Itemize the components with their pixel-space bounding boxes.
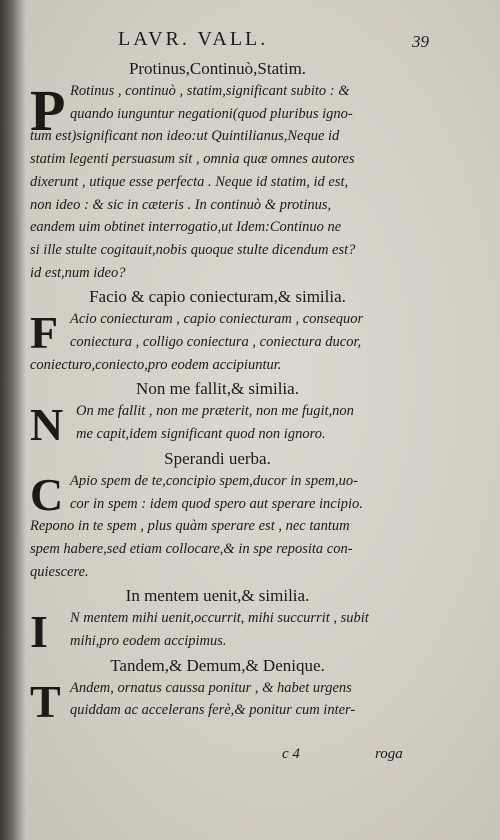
text-line: dixerunt , utique esse perfecta . Neque id statim, id est, [30, 173, 349, 190]
section-heading: Tandem,& Demum,& Denique. [110, 655, 325, 675]
text-line: N mentem mihi uenit,occurrit, mihi succurrit , subit [70, 610, 369, 627]
text-line: Apio spem de te,concipio spem,ducor in spem,uo- [70, 472, 358, 489]
section-paragraph [30, 606, 405, 658]
drop-cap: N [30, 399, 64, 451]
section-heading: Sperandi uerba. [164, 448, 271, 468]
drop-cap: C [30, 468, 64, 520]
text-block [30, 56, 405, 762]
page-number: 39 [412, 32, 429, 51]
section-paragraph [30, 470, 405, 584]
text-line: Repono in te spem , plus quàm sperare est , nec tantum [30, 518, 350, 535]
text-line: me capit,idem significant quod non ignoro. [76, 426, 326, 443]
text-line: eandem uim obtinet interrogatio,ut Idem:Continuo ne [30, 219, 342, 236]
text-line: tum est)significant non ideo:ut Quintilianus,Neque id [30, 128, 340, 145]
section-heading: Facio & capio coniecturam,& similia. [89, 287, 346, 307]
text-line: id est,num ideo? [30, 264, 126, 281]
text-line: cor in spem : idem quod spero aut sperare incipio. [70, 495, 363, 512]
text-line: quando iunguntur negationi(quod pluribus igno- [70, 105, 353, 122]
drop-cap: I [30, 606, 48, 658]
page-footer [30, 746, 405, 768]
section-paragraph [30, 308, 405, 376]
text-line: mihi,pro eodem accipimus. [70, 633, 227, 650]
catchword: roga [375, 746, 403, 762]
section-heading: Protinus,Continuò,Statim. [128, 59, 307, 78]
drop-cap: T [30, 675, 61, 727]
text-line: Rotinus , continuò , statim,significant subito : & [70, 83, 350, 99]
text-line: statim legenti persuasum sit , omnia quæ omnes autores [30, 151, 355, 168]
drop-cap: F [30, 307, 59, 359]
section-heading: Non me fallit,& similia. [136, 379, 299, 399]
text-line: Andem, ornatus caussa ponitur , & habet urgens [70, 679, 352, 696]
text-line: coniecturo,coniecto,pro eodem accipiuntur. [30, 356, 282, 373]
book-spine-shadow [0, 0, 26, 840]
text-line: Acio coniecturam , capio coniecturam , consequor [70, 311, 364, 328]
section-paragraph [30, 80, 405, 284]
drop-cap: P [30, 78, 66, 143]
section-paragraph [30, 399, 405, 451]
signature-mark: c 4 [282, 746, 300, 762]
text-line: si ille stulte cogitauit,nobis quoque stulte dicendum est? [30, 241, 356, 258]
section-paragraph [30, 675, 405, 727]
running-head: LAVR. VALL. [118, 28, 269, 50]
text-line: non ideo : & sic in cæteris . In continuò & protinus, [30, 196, 332, 213]
text-line: coniectura , colligo coniectura , coniectura ducor, [70, 334, 362, 351]
section-heading: In mentem uenit,& similia. [125, 586, 310, 606]
text-line: On me fallit , non me præterit, non me fugit,non [76, 403, 354, 420]
text-line: quiddam ac accelerans ferè,& ponitur cum inter- [70, 702, 356, 719]
text-line: spem habere,sed etiam collocare,& in spe reposita con- [30, 540, 353, 557]
text-line: quiescere. [30, 563, 89, 580]
